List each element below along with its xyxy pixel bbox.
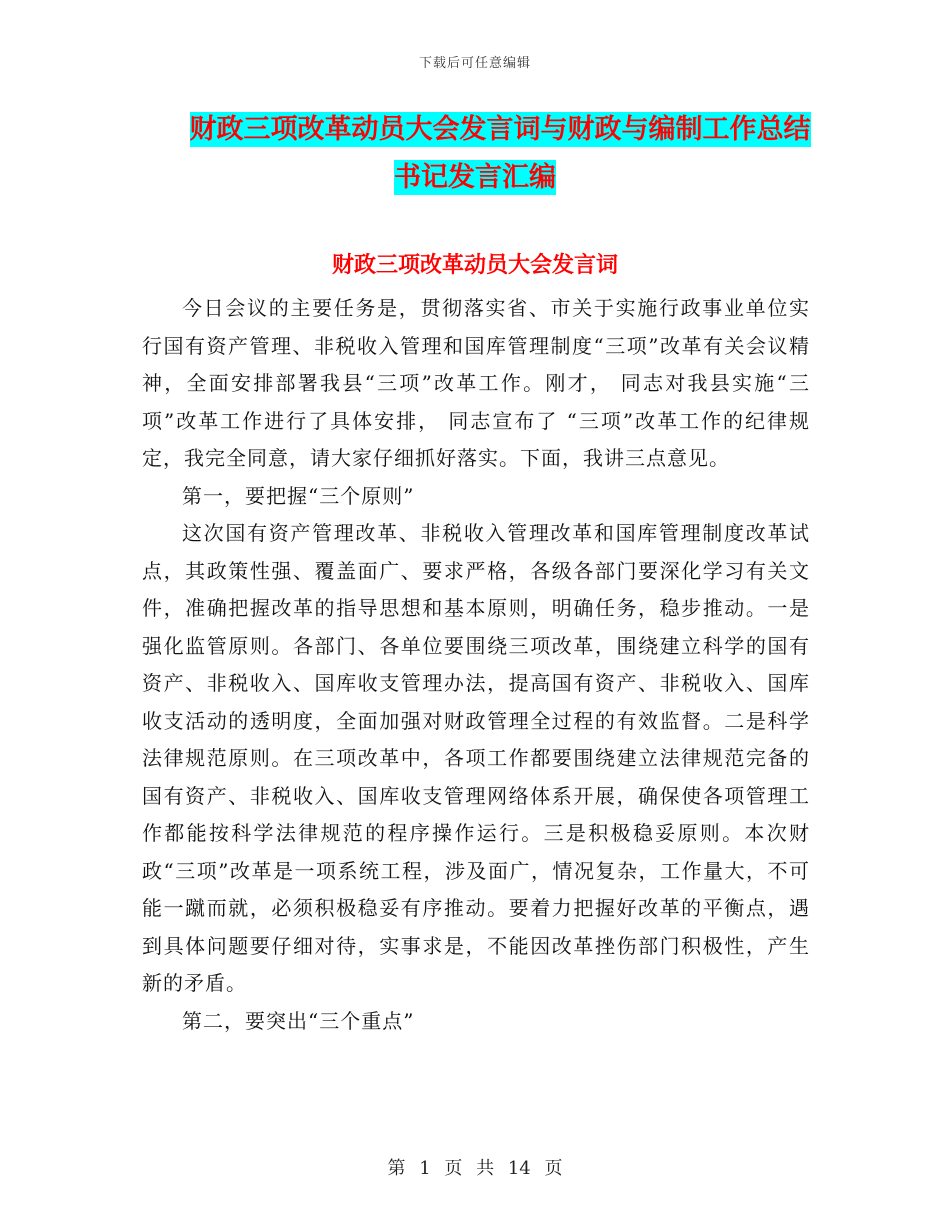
document-title-line-1: 财政三项改革动员大会发言词与财政与编制工作总结 <box>189 114 811 145</box>
document-title-line-2: 书记发言汇编 <box>394 162 556 193</box>
paragraph: 今日会议的主要任务是，贯彻落实省、市关于实施行政事业单位实行国有资产管理、非税收入管理和国库管理制度“三项”改革有关会议精神，全面安排部署我县“三项”改革工作。刚才， 同志对我县实施“三项”改革工作进行了具体安排， 同志宣布了 “三项”改革工作的纪律规定，我完全同意，请大家仔细抓好落实。下面，我讲三点意见。 <box>142 296 810 470</box>
section-title: 财政三项改革动员大会发言词 <box>331 253 618 278</box>
paragraph: 第一，要把握“三个原则” <box>182 483 415 508</box>
page-footer-number: 第 1 页 共 14 页 <box>387 1158 563 1179</box>
paragraph: 这次国有资产管理改革、非税收入管理改革和国库管理制度改革试点，其政策性强、覆盖面广、要求严格，各级各部门要深化学习有关文件，准确把握改革的指导思想和基本原则，明确任务，稳步推动。一是强化监管原则。各部门、各单位要围绕三项改革，围绕建立科学的国有资产、非税收入、国库收支管理办法，提高国有资产、非税收入、国库收支活动的透明度，全面加强对财政管理全过程的有效监督。二是科学法律规范原则。在三项改革中，各项工作都要围绕建立法律规范完备的国有资产、非税收入、国库收支管理网络体系开展，确保使各项管理工作都能按科学法律规范的程序操作运行。三是积极稳妥原则。本次财政“三项”改革是一项系统工程，涉及面广，情况复杂，工作量大，不可能一蹴而就，必须积极稳妥有序推动。要着力把握好改革的平衡点，遇到具体问题要仔细对待，实事求是，不能因改革挫伤部门积极性，产生新的矛盾。 <box>142 521 810 995</box>
paragraph: 第二，要突出“三个重点” <box>182 1008 415 1033</box>
page-header-note: 下载后可任意编辑 <box>418 56 531 71</box>
document-title <box>0 106 950 202</box>
body-text <box>142 290 810 1040</box>
